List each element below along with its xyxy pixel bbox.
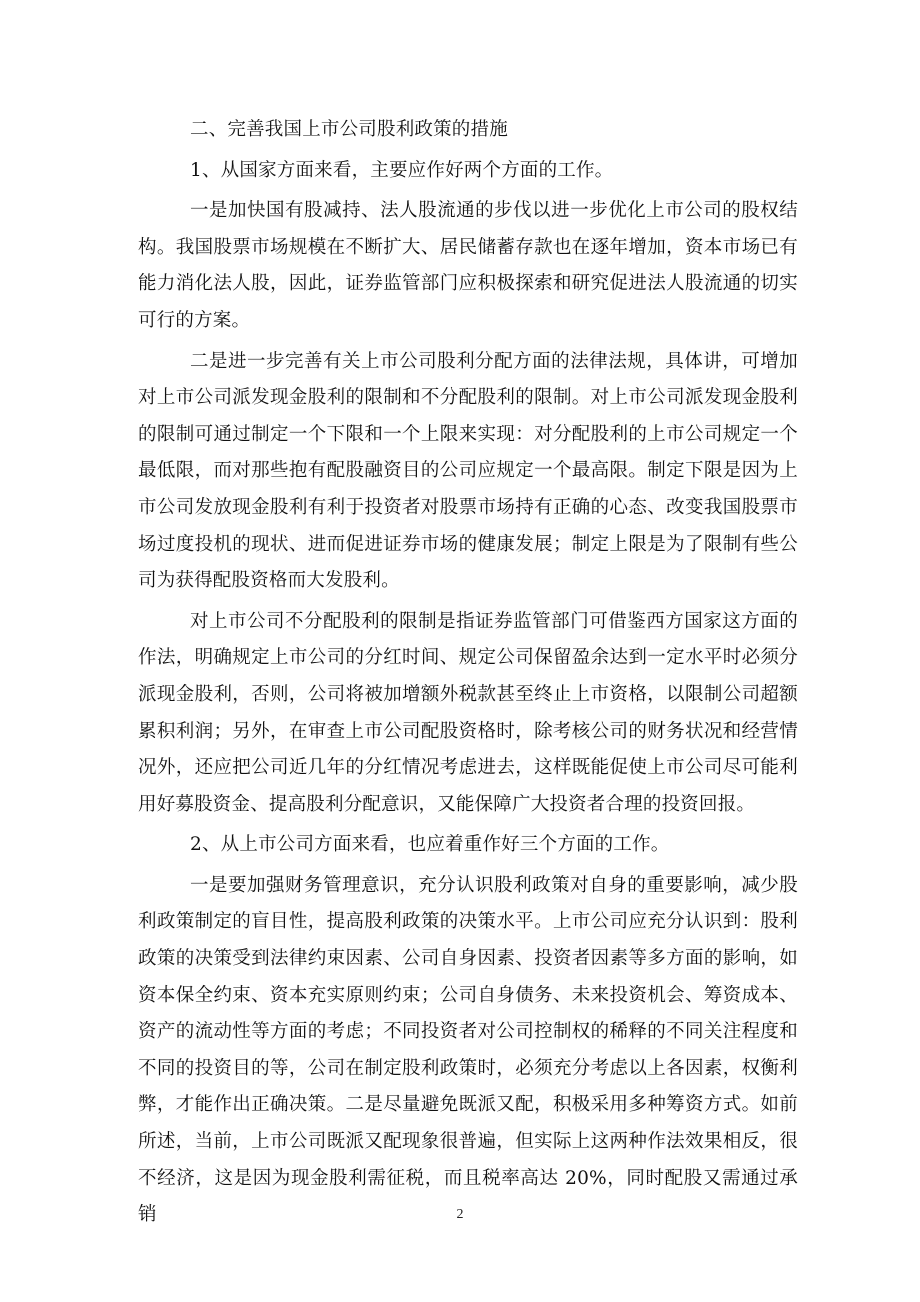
document-body (138, 112, 798, 1234)
paragraph-equity-structure: 一是加快国有股减持、法人股流通的步伐以进一步优化上市公司的股权结构。我国股票市场规模在不断扩大、居民储蓄存款也在逐年增加，资本市场已有能力消化法人股，因此，证券监管部门应积极探索和研究促进法人股流通的切实可行的方案。 (138, 200, 798, 331)
subsection-heading-company: 2、从上市公司方面来看，也应着重作好三个方面的工作。 (190, 834, 670, 856)
page-number: 2 (456, 1207, 464, 1222)
paragraph-legal-regulations: 二是进一步完善有关上市公司股利分配方面的法律法规，具体讲，可增加对上市公司派发现金股利的限制和不分配股利的限制。对上市公司派发现金股利的限制可通过制定一个下限和一个上限来实现：对分配股利的上市公司规定一个最低限，而对那些抱有配股融资目的公司应规定一个最高限。制定下限是因为上市公司发放现金股利有利于投资者对股票市场持有正确的心态、改变我国股票市场过度投机的现状、进而促进证券市场的健康发展；制定上限是为了限制有些公司为获得配股资格而大发股利。 (138, 350, 798, 592)
section-heading: 二、完善我国上市公司股利政策的措施 (190, 119, 508, 140)
paragraph-non-distribution-limits: 对上市公司不分配股利的限制是指证券监管部门可借鉴西方国家这方面的作法，明确规定上市公司的分红时间、规定公司保留盈余达到一定水平时必须分派现金股利，否则，公司将被加增额外税款甚至终止上市资格，以限制公司超额累积利润；另外，在审查上市公司配股资格时，除考核公司的财务状况和经营情况外，还应把公司近几年的分红情况考虑进去，这样既能促使上市公司尽可能利用好募股资金、提高股利分配意识，又能保障广大投资者合理的投资回报。 (138, 610, 798, 815)
paragraph-financial-management: 一是要加强财务管理意识，充分认识股利政策对自身的重要影响，减少股利政策制定的盲目性，提高股利政策的决策水平。上市公司应充分认识到：股利政策的决策受到法律约束因素、公司自身因素、投资者因素等多方面的影响，如资本保全约束、资本充实原则约束；公司自身债务、未来投资机会、筹资成本、资产的流动性等方面的考虑；不同投资者对公司控制权的稀释的不同关注程度和不同的投资目的等，公司在制定股利政策时，必须充分考虑以上各因素，权衡利弊，才能作出正确决策。二是尽量避免既派又配，积极采用多种筹资方式。如前所述，当前，上市公司既派又配现象很普遍，但实际上这两种作法效果相反，很不经济，这是因为现金股利需征税，而且税率高达 20%，同时配股又需通过承销 (138, 874, 798, 1226)
subsection-heading-national: 1、从国家方面来看，主要应作好两个方面的工作。 (190, 159, 614, 181)
